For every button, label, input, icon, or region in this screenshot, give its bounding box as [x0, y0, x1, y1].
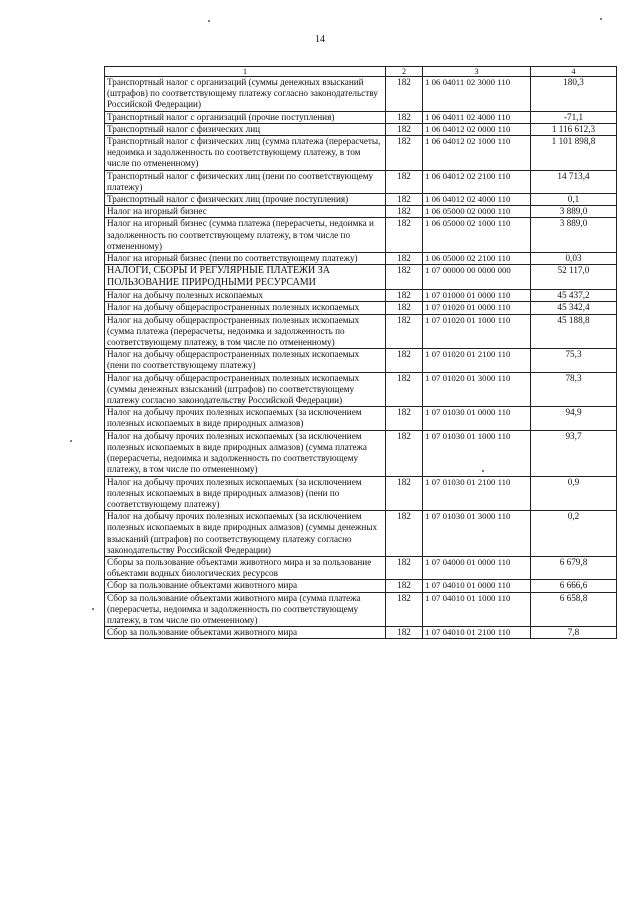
- row-budget-code-cell: 1 07 00000 00 0000 000: [423, 265, 531, 290]
- table-row: [105, 218, 617, 253]
- revenue-table: [104, 66, 617, 639]
- row-admin-code-cell: 182: [386, 314, 423, 349]
- row-admin-code-cell: 182: [386, 206, 423, 218]
- row-amount-cell: 180,3: [531, 77, 617, 112]
- row-name-cell: Налог на игорный бизнес (пени по соответствующему платежу): [105, 253, 386, 265]
- row-budget-code-cell: 1 06 05000 02 0000 110: [423, 206, 531, 218]
- row-budget-code-cell: 1 06 04011 02 3000 110: [423, 77, 531, 112]
- row-amount-cell: 78,3: [531, 372, 617, 407]
- row-name-cell: Налог на добычу общераспространенных полезных ископаемых: [105, 302, 386, 314]
- row-amount-cell: 1 101 898,8: [531, 136, 617, 171]
- row-amount-cell: 0,2: [531, 511, 617, 557]
- row-budget-code-cell: 1 07 01020 01 0000 110: [423, 302, 531, 314]
- scan-speck: [70, 440, 72, 442]
- row-admin-code-cell: 182: [386, 580, 423, 592]
- row-admin-code-cell: 182: [386, 407, 423, 430]
- row-amount-cell: 1 116 612,3: [531, 123, 617, 135]
- row-admin-code-cell: 182: [386, 476, 423, 511]
- row-name-cell: Сбор за пользование объектами животного мира: [105, 627, 386, 639]
- row-admin-code-cell: 182: [386, 194, 423, 206]
- row-admin-code-cell: 182: [386, 218, 423, 253]
- row-amount-cell: 6 666,6: [531, 580, 617, 592]
- row-name-cell: Транспортный налог с организаций (суммы денежных взысканий (штрафов) по соответствующему платежу согласно законодательству Российской Федерации): [105, 77, 386, 112]
- row-name-cell: Налог на добычу прочих полезных ископаемых (за исключением полезных ископаемых в виде природных алмазов) (пени по соответствующему платежу): [105, 476, 386, 511]
- row-name-cell: Сбор за пользование объектами животного мира (сумма платежа (перерасчеты, недоимка и задолженность по соответствующему платежу, в том числе по отмененному): [105, 592, 386, 627]
- row-name-cell: Налог на добычу прочих полезных ископаемых (за исключением полезных ископаемых в виде природных алмазов): [105, 407, 386, 430]
- row-budget-code-cell: 1 07 01020 01 1000 110: [423, 314, 531, 349]
- table-row: [105, 627, 617, 639]
- row-admin-code-cell: 182: [386, 372, 423, 407]
- row-name-cell: Налог на добычу прочих полезных ископаемых (за исключением полезных ископаемых в виде природных алмазов) (суммы денежных взысканий (штрафов) по соответствующему платежу согласно законодательству Российской Федерации): [105, 511, 386, 557]
- row-amount-cell: 14 713,4: [531, 170, 617, 193]
- row-amount-cell: 45 437,2: [531, 290, 617, 302]
- row-budget-code-cell: 1 06 04012 02 0000 110: [423, 123, 531, 135]
- row-budget-code-cell: 1 06 04011 02 4000 110: [423, 111, 531, 123]
- row-admin-code-cell: 182: [386, 511, 423, 557]
- column-header-3: 3: [423, 67, 531, 77]
- table-row: [105, 136, 617, 171]
- column-header-1: 1: [105, 67, 386, 77]
- row-amount-cell: 45 342,4: [531, 302, 617, 314]
- row-admin-code-cell: 182: [386, 170, 423, 193]
- table-row: [105, 407, 617, 430]
- row-amount-cell: 0,03: [531, 253, 617, 265]
- table-row: [105, 194, 617, 206]
- row-budget-code-cell: 1 07 04010 01 0000 110: [423, 580, 531, 592]
- table-row: [105, 372, 617, 407]
- row-name-cell: Сбор за пользование объектами животного мира: [105, 580, 386, 592]
- table-row: [105, 556, 617, 579]
- row-amount-cell: 45 188,8: [531, 314, 617, 349]
- row-amount-cell: 6 658,8: [531, 592, 617, 627]
- row-name-cell: Сборы за пользование объектами животного мира и за пользование объектами водных биологических ресурсов: [105, 556, 386, 579]
- table-row: [105, 430, 617, 476]
- row-admin-code-cell: 182: [386, 430, 423, 476]
- scan-speck: [208, 20, 210, 22]
- page-number: 14: [315, 34, 325, 45]
- row-name-cell: Налог на игорный бизнес (сумма платежа (перерасчеты, недоимка и задолженность по соответствующему платежу, в том числе по отмененному): [105, 218, 386, 253]
- row-admin-code-cell: 182: [386, 136, 423, 171]
- row-amount-cell: 93,7: [531, 430, 617, 476]
- row-admin-code-cell: 182: [386, 111, 423, 123]
- table-row: [105, 511, 617, 557]
- row-amount-cell: 3 889,0: [531, 206, 617, 218]
- row-budget-code-cell: 1 06 05000 02 2100 110: [423, 253, 531, 265]
- table-row: [105, 253, 617, 265]
- row-budget-code-cell: 1 06 04012 02 1000 110: [423, 136, 531, 171]
- row-budget-code-cell: 1 06 04012 02 4000 110: [423, 194, 531, 206]
- row-name-cell: Транспортный налог с организаций (прочие поступления): [105, 111, 386, 123]
- row-name-cell: Налог на игорный бизнес: [105, 206, 386, 218]
- row-admin-code-cell: 182: [386, 592, 423, 627]
- table-row: [105, 580, 617, 592]
- row-amount-cell: 0,9: [531, 476, 617, 511]
- table-row: [105, 123, 617, 135]
- row-budget-code-cell: 1 07 01030 01 0000 110: [423, 407, 531, 430]
- row-budget-code-cell: 1 07 01020 01 3000 110: [423, 372, 531, 407]
- column-header-2: 2: [386, 67, 423, 77]
- table-row: [105, 170, 617, 193]
- row-name-cell: НАЛОГИ, СБОРЫ И РЕГУЛЯРНЫЕ ПЛАТЕЖИ ЗА ПОЛЬЗОВАНИЕ ПРИРОДНЫМИ РЕСУРСАМИ: [105, 265, 386, 290]
- table-row: [105, 111, 617, 123]
- row-admin-code-cell: 182: [386, 349, 423, 372]
- row-budget-code-cell: 1 07 01030 01 3000 110: [423, 511, 531, 557]
- row-admin-code-cell: 182: [386, 123, 423, 135]
- table-row: [105, 77, 617, 112]
- row-admin-code-cell: 182: [386, 290, 423, 302]
- row-name-cell: Транспортный налог с физических лиц (пени по соответствующему платежу): [105, 170, 386, 193]
- row-admin-code-cell: 182: [386, 77, 423, 112]
- row-name-cell: Транспортный налог с физических лиц (сумма платежа (перерасчеты, недоимка и задолженность по соответствующему платежу, в том числе по отмененному): [105, 136, 386, 171]
- row-name-cell: Транспортный налог с физических лиц: [105, 123, 386, 135]
- row-amount-cell: 94,9: [531, 407, 617, 430]
- row-admin-code-cell: 182: [386, 627, 423, 639]
- row-admin-code-cell: 182: [386, 253, 423, 265]
- row-budget-code-cell: 1 07 04010 01 1000 110: [423, 592, 531, 627]
- table-row: [105, 302, 617, 314]
- column-header-4: 4: [531, 67, 617, 77]
- row-amount-cell: 7,8: [531, 627, 617, 639]
- row-name-cell: Транспортный налог с физических лиц (прочие поступления): [105, 194, 386, 206]
- table-row: [105, 314, 617, 349]
- row-admin-code-cell: 182: [386, 556, 423, 579]
- table-row: [105, 349, 617, 372]
- table-row: [105, 592, 617, 627]
- row-amount-cell: 52 117,0: [531, 265, 617, 290]
- table-header-row: [105, 67, 617, 77]
- row-budget-code-cell: 1 07 01030 01 2100 110: [423, 476, 531, 511]
- row-budget-code-cell: 1 07 01030 01 1000 110: [423, 430, 531, 476]
- row-amount-cell: 6 679,8: [531, 556, 617, 579]
- row-budget-code-cell: 1 07 01000 01 0000 110: [423, 290, 531, 302]
- scan-speck: [92, 608, 94, 610]
- row-amount-cell: 3 889,0: [531, 218, 617, 253]
- row-name-cell: Налог на добычу полезных ископаемых: [105, 290, 386, 302]
- row-name-cell: Налог на добычу общераспространенных полезных ископаемых (сумма платежа (перерасчеты, недоимка и задолженность по соответствующему платежу, в том числе по отмененному): [105, 314, 386, 349]
- row-budget-code-cell: 1 07 04000 01 0000 110: [423, 556, 531, 579]
- row-budget-code-cell: 1 06 04012 02 2100 110: [423, 170, 531, 193]
- row-amount-cell: -71,1: [531, 111, 617, 123]
- table-row: [105, 265, 617, 290]
- row-name-cell: Налог на добычу прочих полезных ископаемых (за исключением полезных ископаемых в виде природных алмазов) (сумма платежа (перерасчеты, недоимка и задолженность по соответствующему платежу, в том числе по отмененному): [105, 430, 386, 476]
- row-amount-cell: 75,3: [531, 349, 617, 372]
- table-row: [105, 206, 617, 218]
- scan-speck: [600, 18, 602, 20]
- row-amount-cell: 0,1: [531, 194, 617, 206]
- row-admin-code-cell: 182: [386, 302, 423, 314]
- row-name-cell: Налог на добычу общераспространенных полезных ископаемых (суммы денежных взысканий (штрафов) по соответствующему платежу согласно законодательству Российской Федерации): [105, 372, 386, 407]
- row-admin-code-cell: 182: [386, 265, 423, 290]
- scan-speck: [482, 470, 484, 472]
- row-budget-code-cell: 1 07 04010 01 2100 110: [423, 627, 531, 639]
- row-budget-code-cell: 1 07 01020 01 2100 110: [423, 349, 531, 372]
- table-row: [105, 290, 617, 302]
- row-budget-code-cell: 1 06 05000 02 1000 110: [423, 218, 531, 253]
- table-row: [105, 476, 617, 511]
- row-name-cell: Налог на добычу общераспространенных полезных ископаемых (пени по соответствующему платежу): [105, 349, 386, 372]
